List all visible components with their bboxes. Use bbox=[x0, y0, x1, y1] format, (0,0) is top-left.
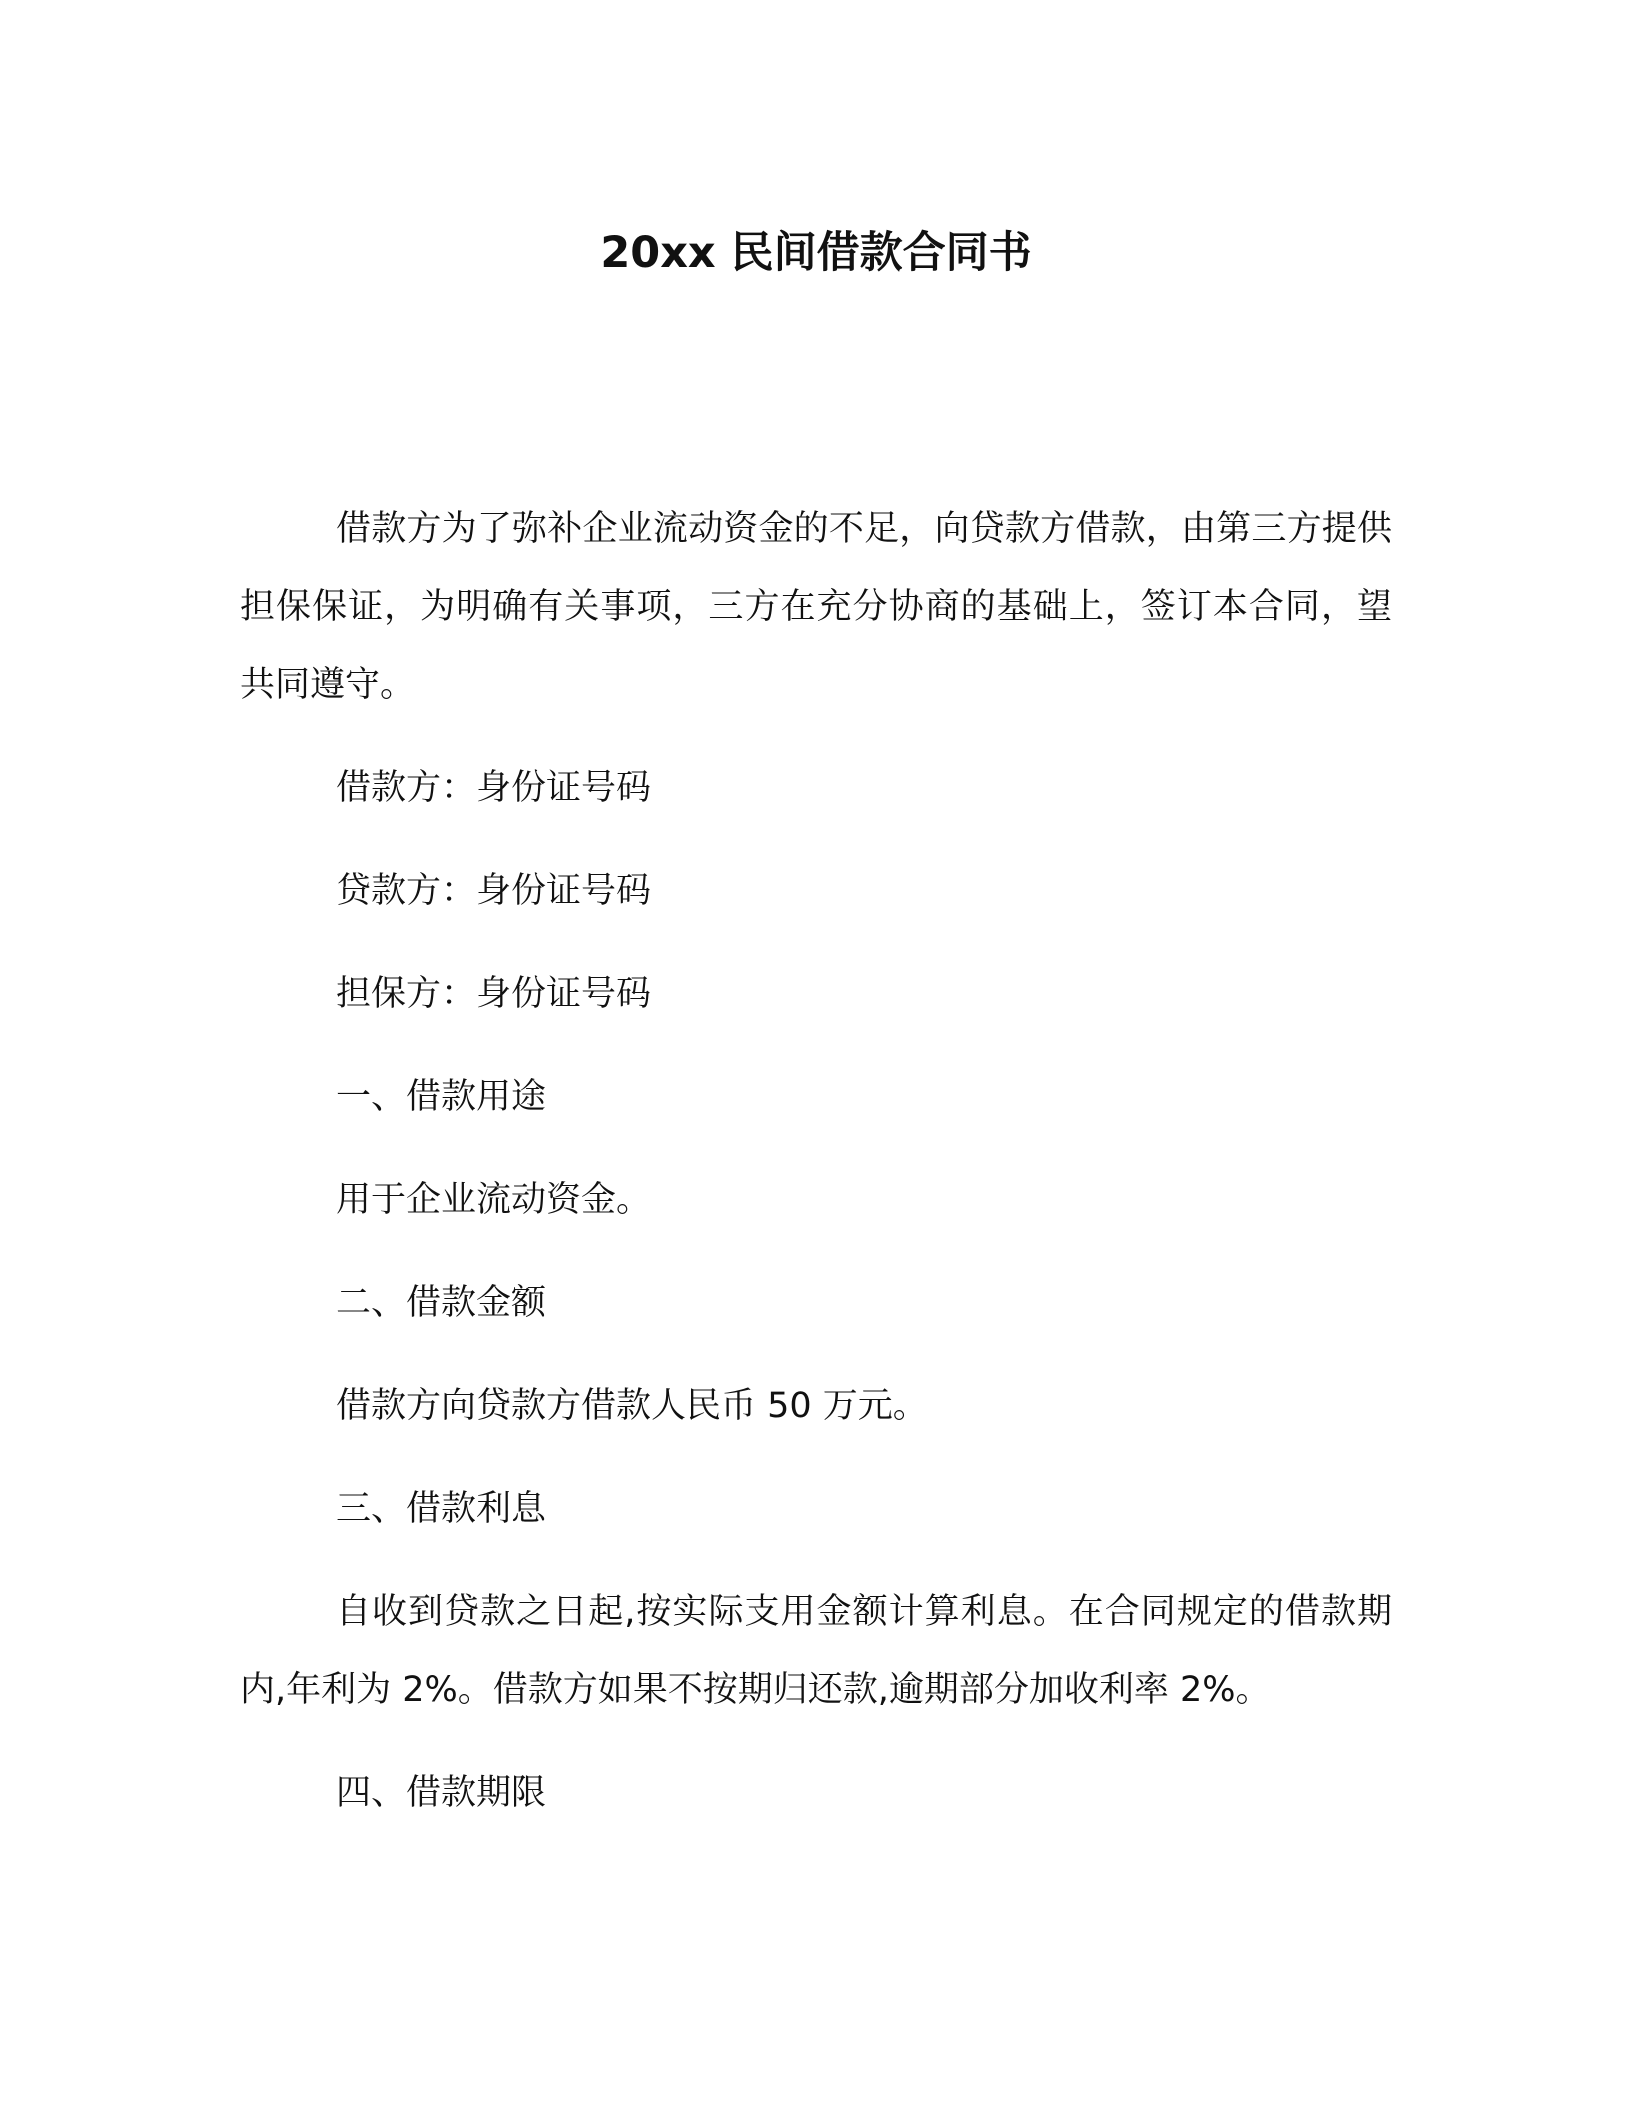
section-heading-amount: 二、借款金额 bbox=[336, 1283, 547, 1323]
section-heading-purpose: 一、借款用途 bbox=[336, 1077, 547, 1117]
section-content-purpose: 用于企业流动资金。 bbox=[336, 1180, 652, 1220]
intro-paragraph: 借款方为了弥补企业流动资金的不足，向贷款方借款，由第三方提供担保保证，为明确有关事项，三方在充分协商的基础上，签订本合同，望共同遵守。 bbox=[240, 509, 1392, 705]
borrower-line: 借款方：身份证号码 bbox=[336, 768, 652, 808]
lender-line: 贷款方：身份证号码 bbox=[336, 871, 652, 911]
section-heading-term: 四、借款期限 bbox=[336, 1773, 547, 1813]
section-heading-interest: 三、借款利息 bbox=[336, 1489, 547, 1529]
section-content-amount: 借款方向贷款方借款人民币 50 万元。 bbox=[336, 1386, 928, 1426]
section-content-interest: 自收到贷款之日起,按实际支用金额计算利息。在合同规定的借款期内,年利为 2%。借款方如果不按期归还款,逾期部分加收利率 2%。 bbox=[240, 1592, 1392, 1710]
document-title: 20xx 民间借款合同书 bbox=[600, 228, 1032, 278]
guarantor-line: 担保方：身份证号码 bbox=[336, 974, 652, 1014]
document-body bbox=[240, 490, 1392, 1857]
